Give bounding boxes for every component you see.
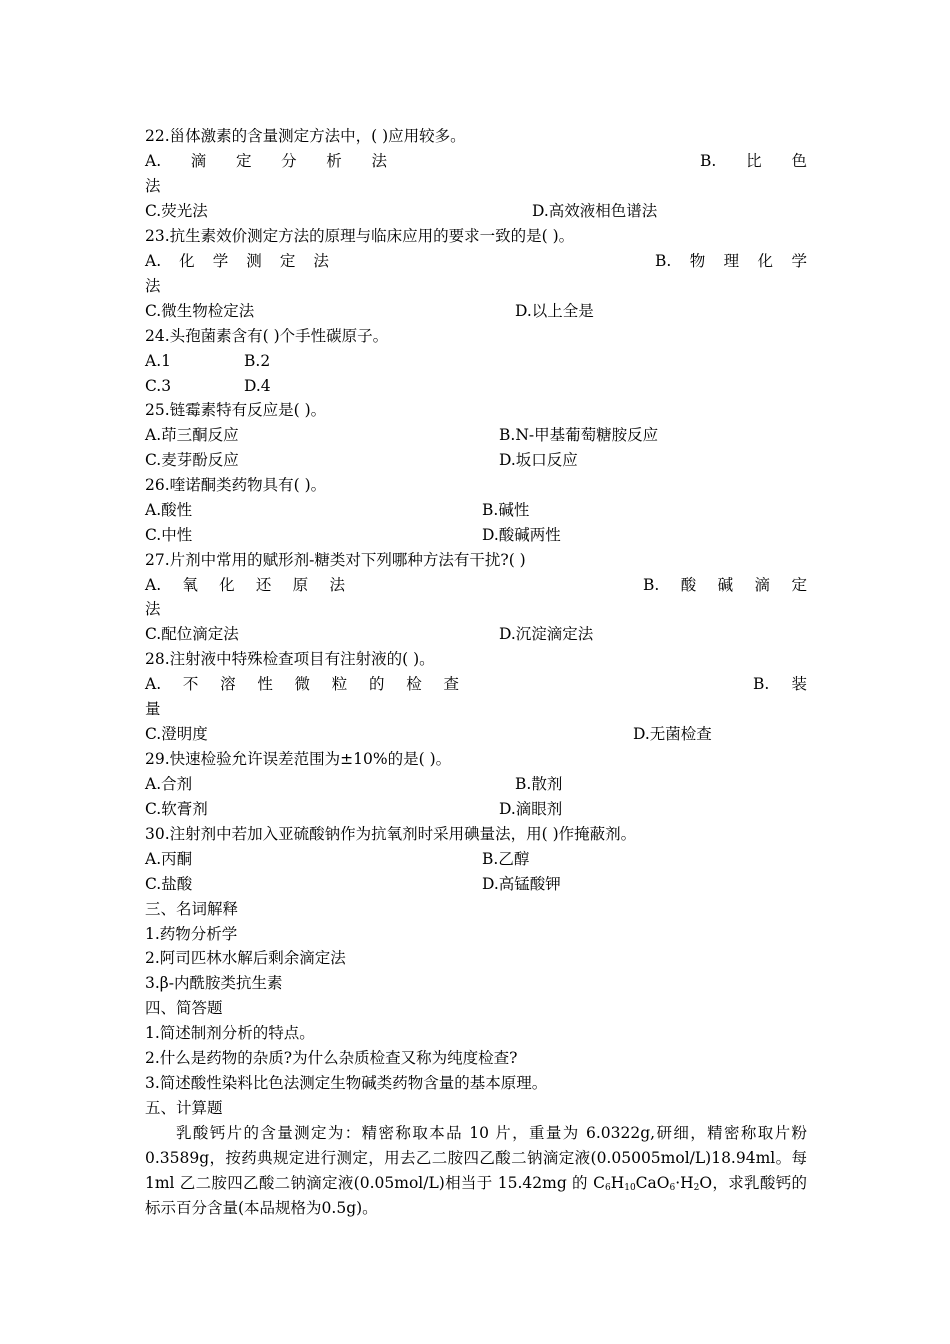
- section-4-item-1: 1.简述制剂分析的特点。: [145, 1024, 315, 1042]
- section-5-title: 五、计算题: [145, 1099, 223, 1117]
- question-28-option-d: D.无菌检查: [633, 725, 712, 743]
- calculation-text-part-2: ，求乳酸钙的标示百分含量(本品规格为0.5g)。: [145, 1174, 807, 1217]
- question-25-option-b: B.N-甲基葡萄糖胺反应: [499, 426, 659, 444]
- question-26-option-c: C.中性: [145, 526, 193, 544]
- question-24-option-a: A.1: [145, 352, 171, 370]
- section-3-item-2: 2.阿司匹林水解后剩余滴定法: [145, 949, 346, 967]
- question-26-stem: 26.喹诺酮类药物具有( )。: [145, 476, 327, 494]
- question-28-option-b: B. 装: [753, 675, 807, 693]
- question-23-stem: 23.抗生素效价测定方法的原理与临床应用的要求一致的是( )。: [145, 227, 575, 245]
- question-24-stem: 24.头孢菌素含有( )个手性碳原子。: [145, 327, 389, 345]
- question-22-option-b-wrap: 法: [145, 177, 161, 195]
- question-29-option-b: B.散剂: [515, 775, 563, 793]
- question-28-options-ab: [145, 674, 807, 694]
- question-24-option-b: B.2: [244, 352, 271, 370]
- question-27-option-b-wrap: 法: [145, 600, 161, 618]
- question-23-option-b: B. 物 理 化 学: [655, 252, 807, 270]
- question-26-option-a: A.酸性: [145, 501, 193, 519]
- question-27-option-c: C.配位滴定法: [145, 625, 239, 643]
- question-22-option-d: D.高效液相色谱法: [532, 202, 658, 220]
- question-30-option-c: C.盐酸: [145, 875, 193, 893]
- question-30-option-d: D.高锰酸钾: [482, 875, 561, 893]
- section-4-item-2: 2.什么是药物的杂质?为什么杂质检查又称为纯度检查?: [145, 1049, 518, 1067]
- question-26-option-b: B.碱性: [482, 501, 530, 519]
- question-30-option-a: A.丙酮: [145, 850, 193, 868]
- question-25-option-a: A.茚三酮反应: [145, 426, 239, 444]
- question-25-option-d: D.坂口反应: [499, 451, 578, 469]
- section-4-item-3: 3.简述酸性染料比色法测定生物碱类药物含量的基本原理。: [145, 1074, 548, 1092]
- question-28-option-c: C.澄明度: [145, 725, 208, 743]
- chemical-formula: $C_6H_{10}CaO_6\cdot H_2O$: [593, 1174, 713, 1193]
- question-29-option-c: C.软膏剂: [145, 800, 208, 818]
- section-4-title: 四、简答题: [145, 999, 223, 1017]
- question-27-option-d: D.沉淀滴定法: [499, 625, 594, 643]
- question-23-options-ab: [145, 251, 807, 271]
- question-29-option-a: A.合剂: [145, 775, 193, 793]
- question-23-option-d: D.以上全是: [515, 302, 594, 320]
- question-27-option-a: A. 氧 化 还 原 法: [145, 576, 345, 594]
- question-29-stem: 29.快速检验允许误差范围为±10%的是( )。: [145, 750, 452, 768]
- question-27-options-ab: [145, 575, 807, 595]
- calculation-problem-paragraph: [145, 1121, 807, 1221]
- question-28-option-a: A. 不 溶 性 微 粒 的 检 查: [145, 675, 459, 693]
- question-22-option-a: A. 滴 定 分 析 法: [145, 152, 387, 170]
- question-28-option-b-wrap: 量: [145, 700, 161, 718]
- section-3-item-3: 3.β-内酰胺类抗生素: [145, 974, 283, 992]
- question-22-option-c: C.荧光法: [145, 202, 208, 220]
- question-22-stem: 22.甾体激素的含量测定方法中，( )应用较多。: [145, 127, 466, 145]
- question-28-stem: 28.注射液中特殊检查项目有注射液的( )。: [145, 650, 435, 668]
- question-30-stem: 30.注射剂中若加入亚硫酸钠作为抗氧剂时采用碘量法，用( )作掩蔽剂。: [145, 825, 637, 843]
- question-22-option-b: B. 比 色: [700, 152, 807, 170]
- section-3-item-1: 1.药物分析学: [145, 925, 238, 943]
- question-30-option-b: B.乙醇: [482, 850, 530, 868]
- calculation-text-part-1: 乳酸钙片的含量测定为：精密称取本品 10 片，重量为 6.0322g,研细，精密称取片粉 0.3589g，按药典规定进行测定，用去乙二胺四乙酸二钠滴定液(0.05005mol/L)18.94ml。每 1ml 乙二胺四乙酸二钠滴定液(0.05mol/L)相当于 15.42mg 的: [145, 1124, 807, 1192]
- question-25-option-c: C.麦芽酚反应: [145, 451, 239, 469]
- question-24-option-d: D.4: [244, 377, 271, 395]
- question-26-option-d: D.酸碱两性: [482, 526, 561, 544]
- section-3-title: 三、名词解释: [145, 900, 239, 918]
- question-23-option-c: C.微生物检定法: [145, 302, 255, 320]
- question-27-option-b: B. 酸 碱 滴 定: [643, 576, 807, 594]
- question-29-option-d: D.滴眼剂: [499, 800, 563, 818]
- question-23-option-a: A. 化 学 测 定 法: [145, 252, 329, 270]
- question-23-option-b-wrap: 法: [145, 277, 161, 295]
- question-24-option-c: C.3: [145, 377, 172, 395]
- question-22-options-ab: [145, 151, 807, 171]
- question-27-stem: 27.片剂中常用的赋形剂-糖类对下列哪种方法有干扰?( ): [145, 551, 526, 569]
- question-25-stem: 25.链霉素特有反应是( )。: [145, 401, 327, 419]
